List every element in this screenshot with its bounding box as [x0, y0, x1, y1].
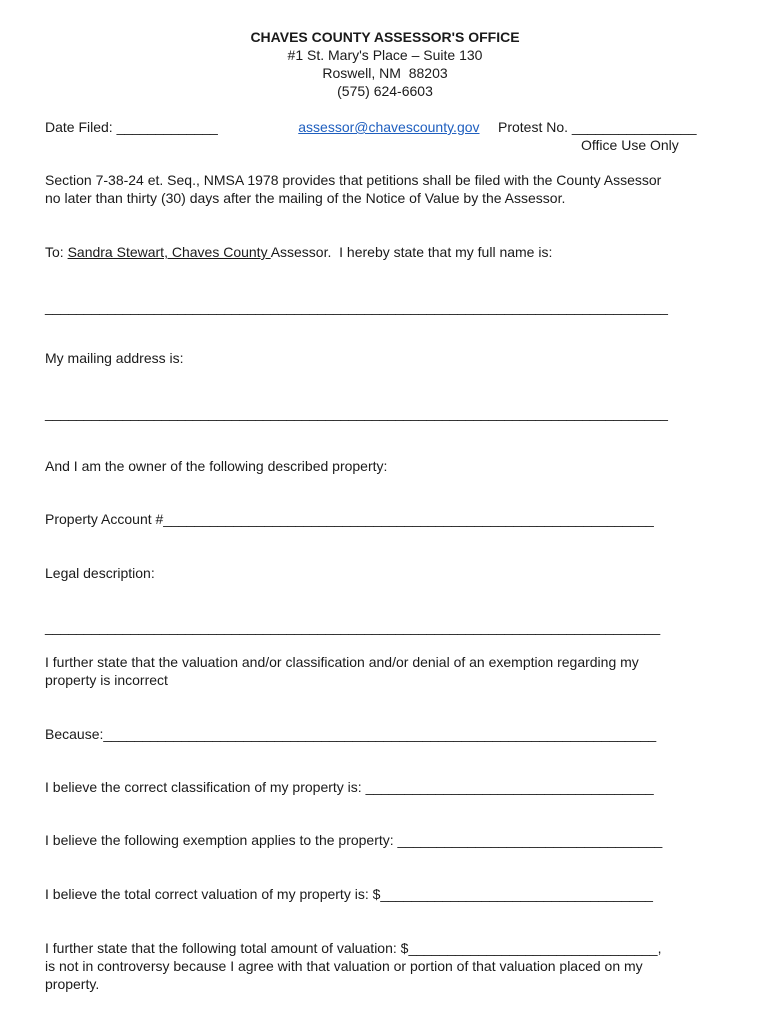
- phone-number: (575) 624-6603: [337, 83, 433, 99]
- protest-no-field[interactable]: Protest No. ________________: [498, 119, 697, 135]
- incorrect-statement-line-2: property is incorrect: [45, 672, 168, 688]
- assessor-name: Sandra Stewart, Chaves County: [67, 244, 271, 260]
- full-name-blank[interactable]: ________________________________________________________________________________: [45, 299, 668, 315]
- date-filed-field[interactable]: Date Filed: _____________: [45, 119, 218, 135]
- controversy-line-1[interactable]: I further state that the following total amount of valuation: $________________________________,: [45, 940, 662, 956]
- valuation-field[interactable]: I believe the total correct valuation of my property is: $___________________________________: [45, 886, 653, 902]
- legal-description-blank[interactable]: _______________________________________________________________________________: [45, 619, 661, 635]
- legal-description-label: Legal description:: [45, 565, 155, 581]
- mailing-address-blank[interactable]: ________________________________________________________________________________: [45, 405, 668, 421]
- mailing-address-label: My mailing address is:: [45, 350, 184, 366]
- statute-line-2: no later than thirty (30) days after the mailing of the Notice of Value by the Assessor.: [45, 190, 566, 206]
- email-link[interactable]: assessor@chavescounty.gov: [298, 119, 480, 135]
- controversy-line-3: property.: [45, 976, 100, 992]
- office-use-only-label: Office Use Only: [581, 137, 679, 153]
- to-suffix: Assessor. I hereby state that my full name is:: [270, 244, 553, 260]
- address-line-1: #1 St. Mary's Place – Suite 130: [287, 47, 483, 63]
- controversy-line-2: is not in controversy because I agree with that valuation or portion of that valuation placed on my: [45, 958, 643, 974]
- statute-line-1: Section 7-38-24 et. Seq., NMSA 1978 provides that petitions shall be filed with the County Assessor: [45, 172, 662, 188]
- property-account-field[interactable]: Property Account #_______________________________________________________________: [45, 511, 654, 527]
- to-line: [45, 243, 552, 261]
- office-name: CHAVES COUNTY ASSESSOR'S OFFICE: [250, 29, 520, 45]
- address-line-2: Roswell, NM 88203: [322, 65, 448, 81]
- to-prefix: To:: [45, 244, 68, 260]
- incorrect-statement-line-1: I further state that the valuation and/or classification and/or denial of an exemption regarding my: [45, 654, 639, 670]
- exemption-field[interactable]: I believe the following exemption applies to the property: __________________________________: [45, 832, 663, 848]
- because-field[interactable]: Because:_______________________________________________________________________: [45, 726, 657, 742]
- classification-field[interactable]: I believe the correct classification of my property is: _____________________________________: [45, 779, 654, 795]
- owner-statement: And I am the owner of the following described property:: [45, 458, 388, 474]
